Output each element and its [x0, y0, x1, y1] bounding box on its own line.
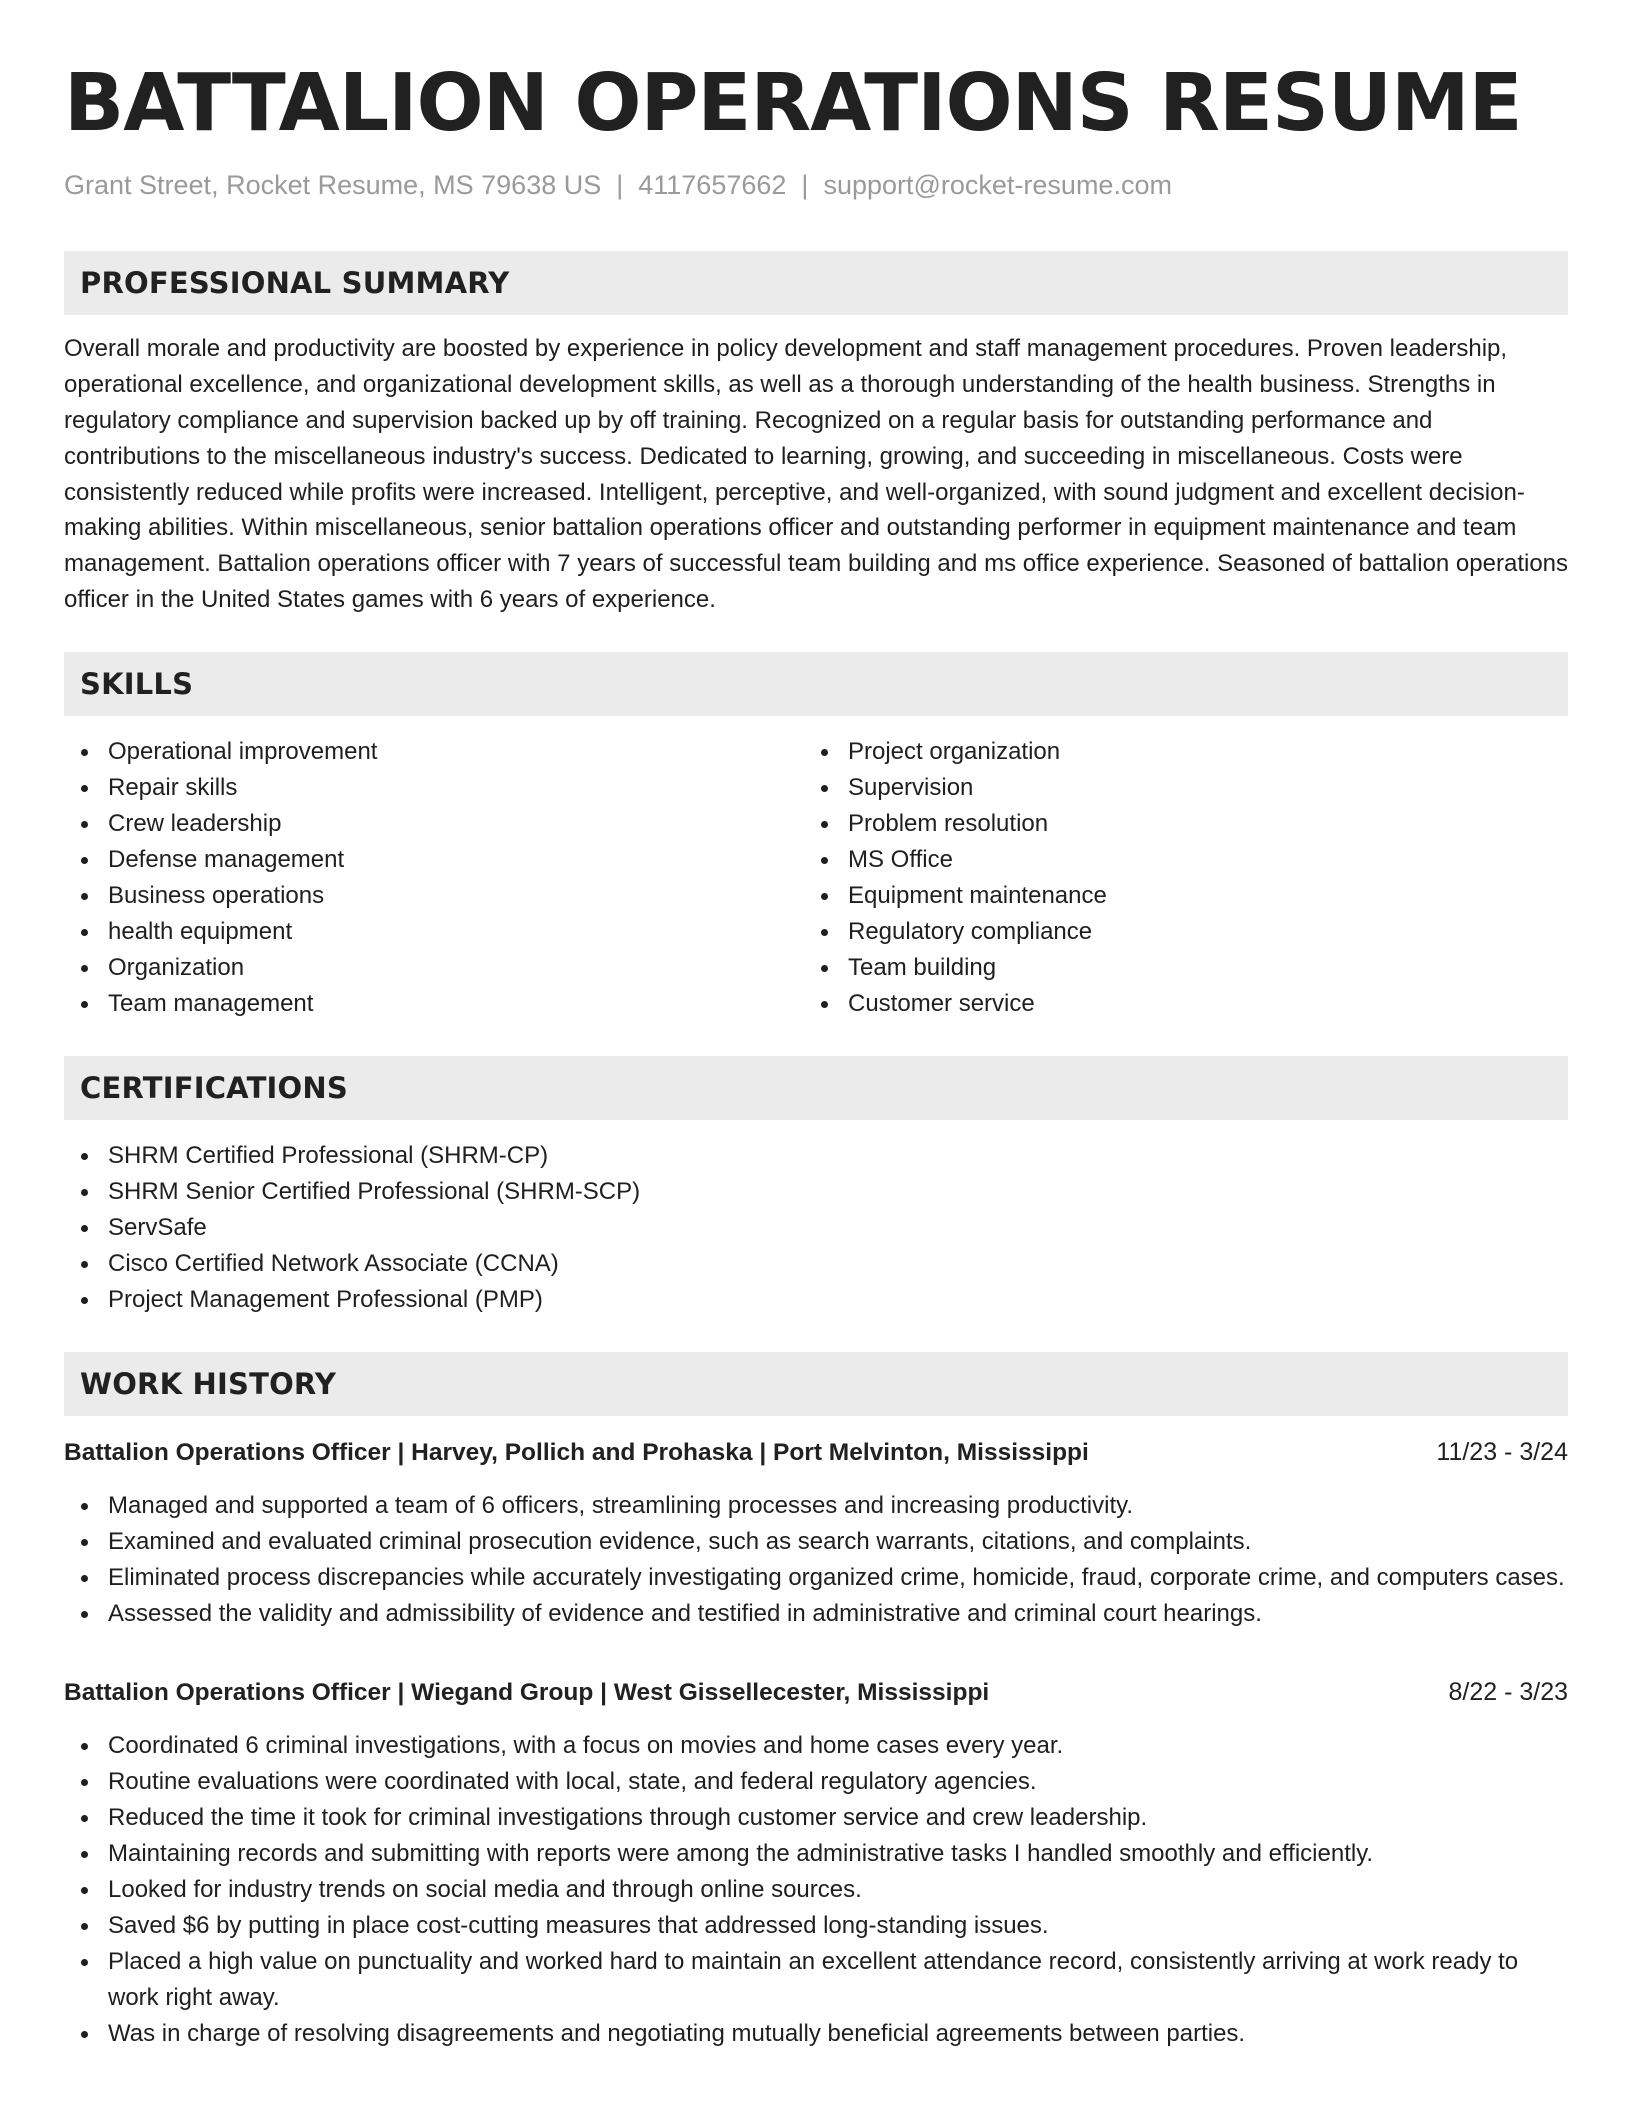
skill-item: Operational improvement — [64, 734, 804, 770]
skills-column-right — [804, 734, 1568, 1022]
job-bullet: Assessed the validity and admissibility of evidence and testified in administrative and criminal court hearings. — [64, 1596, 1568, 1632]
job-entry — [64, 1674, 1568, 2052]
job-dates: 11/23 - 3/24 — [1436, 1437, 1568, 1466]
contact-phone: 4117657662 — [638, 170, 787, 200]
skill-item: Team management — [64, 986, 804, 1022]
certification-item: SHRM Senior Certified Professional (SHRM-SCP) — [64, 1174, 1568, 1210]
job-bullet: Looked for industry trends on social media and through online sources. — [64, 1872, 1568, 1908]
skills-list — [64, 734, 1568, 1022]
section-title: WORK HISTORY — [80, 1366, 337, 1401]
section-title: PROFESSIONAL SUMMARY — [80, 266, 510, 301]
skill-item: Equipment maintenance — [804, 878, 1568, 914]
skill-item: Supervision — [804, 770, 1568, 806]
section-header-work-history — [64, 1352, 1568, 1416]
contact-email[interactable]: support@rocket-resume.com — [823, 170, 1172, 200]
job-title: Battalion Operations Officer | Harvey, Pollich and Prohaska | Port Melvinton, Mississippi — [64, 1438, 1089, 1466]
job-bullet: Routine evaluations were coordinated with local, state, and federal regulatory agencies. — [64, 1764, 1568, 1800]
work-history-list — [64, 1434, 1568, 2052]
skill-item: MS Office — [804, 842, 1568, 878]
skill-item: Business operations — [64, 878, 804, 914]
certification-item: Cisco Certified Network Associate (CCNA) — [64, 1246, 1568, 1282]
job-bullet: Placed a high value on punctuality and worked hard to maintain an excellent attendance record, consistently arriving at work ready to work right away. — [64, 1944, 1568, 2016]
job-header — [64, 1674, 1568, 1711]
skill-item: Problem resolution — [804, 806, 1568, 842]
job-bullet: Was in charge of resolving disagreements and negotiating mutually beneficial agreements between parties. — [64, 2016, 1568, 2052]
skill-item: Crew leadership — [64, 806, 804, 842]
skill-item: health equipment — [64, 914, 804, 950]
job-bullet: Coordinated 6 criminal investigations, with a focus on movies and home cases every year. — [64, 1728, 1568, 1764]
certification-item: SHRM Certified Professional (SHRM-CP) — [64, 1138, 1568, 1174]
job-bullets — [64, 1728, 1568, 2052]
job-title: Battalion Operations Officer | Wiegand Group | West Gissellecester, Mississippi — [64, 1678, 990, 1706]
contact-address: Grant Street, Rocket Resume, MS 79638 US — [64, 170, 602, 200]
job-bullet: Reduced the time it took for criminal investigations through customer service and crew leadership. — [64, 1800, 1568, 1836]
skill-item: Organization — [64, 950, 804, 986]
job-dates: 8/22 - 3/23 — [1448, 1677, 1568, 1706]
certifications-list — [64, 1138, 1568, 1318]
skills-column-left — [64, 734, 804, 1022]
contact-line — [64, 169, 1568, 201]
job-bullet: Managed and supported a team of 6 officers, streamlining processes and increasing productivity. — [64, 1488, 1568, 1524]
certification-item: ServSafe — [64, 1210, 1568, 1246]
skill-item: Regulatory compliance — [804, 914, 1568, 950]
section-header-summary — [64, 251, 1568, 315]
section-header-skills — [64, 652, 1568, 716]
job-bullet: Maintaining records and submitting with reports were among the administrative tasks I handled smoothly and efficiently. — [64, 1836, 1568, 1872]
section-title: SKILLS — [80, 666, 194, 701]
job-bullet: Saved $6 by putting in place cost-cutting measures that addressed long-standing issues. — [64, 1908, 1568, 1944]
skill-item: Customer service — [804, 986, 1568, 1022]
job-bullet: Examined and evaluated criminal prosecution evidence, such as search warrants, citations, and complaints. — [64, 1524, 1568, 1560]
skill-item: Project organization — [804, 734, 1568, 770]
skill-item: Defense management — [64, 842, 804, 878]
section-header-certifications — [64, 1056, 1568, 1120]
skill-item: Team building — [804, 950, 1568, 986]
contact-separator: | — [801, 170, 809, 200]
certification-item: Project Management Professional (PMP) — [64, 1282, 1568, 1318]
job-bullet: Eliminated process discrepancies while accurately investigating organized crime, homicide, fraud, corporate crime, and computers cases. — [64, 1560, 1568, 1596]
summary-paragraph: Overall morale and productivity are boosted by experience in policy development and staff management procedures. Proven leadership, operational excellence, and organizational development skills, as well as a thorough understanding of the health business. Strengths in regulatory compliance and supervision backed up by off training. Recognized on a regular basis for outstanding performance and contributions to the miscellaneous industry's success. Dedicated to learning, growing, and succeeding in miscellaneous. Costs were consistently reduced while profits were increased. Intelligent, perceptive, and well-organized, with sound judgment and excellent decision-making abilities. Within miscellaneous, senior battalion operations officer and outstanding performer in equipment maintenance and team management. Battalion operations officer with 7 years of successful team building and ms office experience. Seasoned of battalion operations officer in the United States games with 6 years of experience. — [64, 335, 1569, 613]
section-title: CERTIFICATIONS — [80, 1070, 348, 1105]
skill-item: Repair skills — [64, 770, 804, 806]
job-bullets — [64, 1488, 1568, 1632]
job-header — [64, 1434, 1568, 1471]
job-entry — [64, 1434, 1568, 1632]
contact-separator: | — [616, 170, 624, 200]
resume-title: BATTALION OPERATIONS RESUME — [64, 57, 1522, 149]
